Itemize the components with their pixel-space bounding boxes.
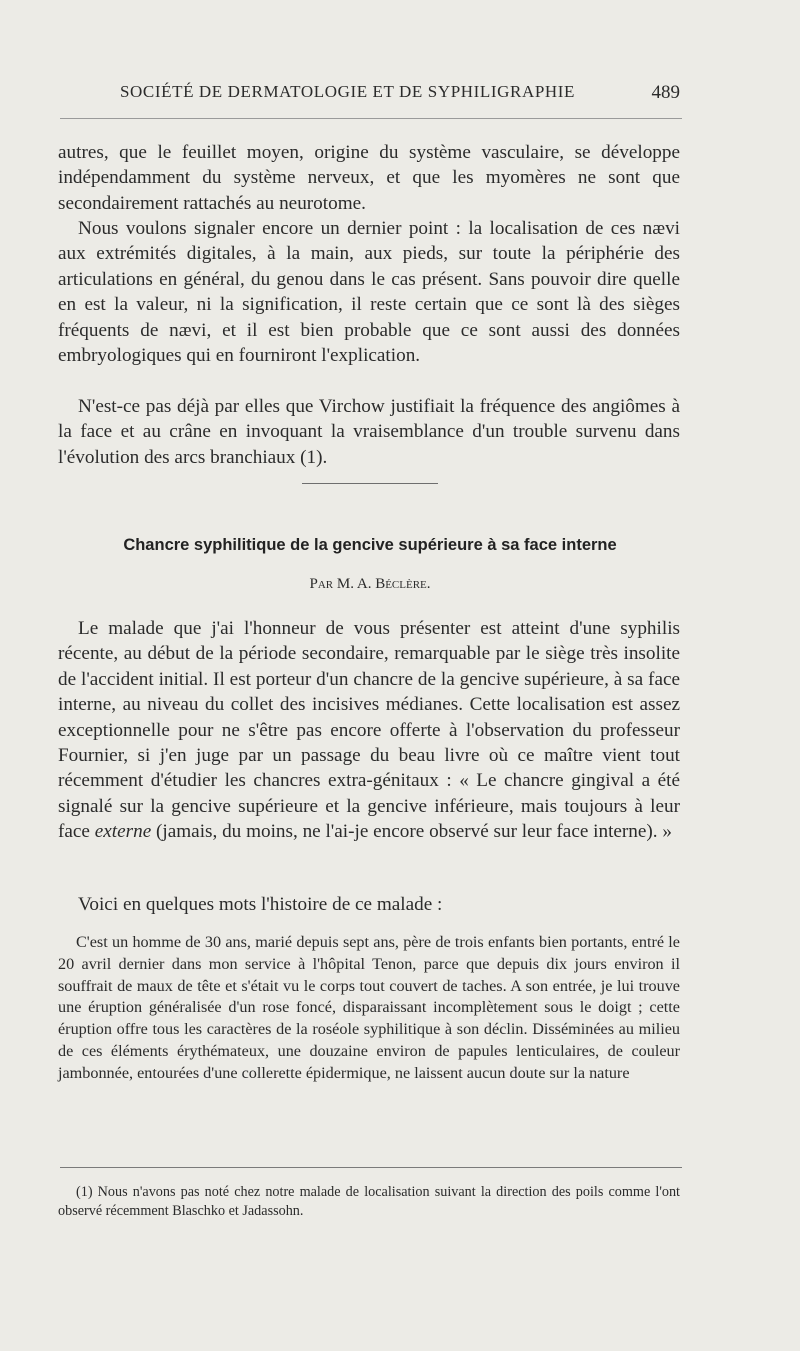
running-header <box>60 82 680 108</box>
running-title: SOCIÉTÉ DE DERMATOLOGIE ET DE SYPHILIGRAPHIE <box>120 82 576 101</box>
footnote-rule <box>60 1167 682 1168</box>
presentation-text-end: (jamais, du moins, ne l'ai-je encore observé sur leur face interne). » <box>151 821 672 843</box>
page-number: 489 <box>651 82 680 103</box>
paragraph-virchow: N'est-ce pas déjà par elles que Virchow justifiait la fréquence des angiômes à la face et au crâne en invoquant la vraisemblance d'un trouble survenu dans l'évolution des arcs branchiaux (1). <box>58 396 680 468</box>
presentation-text: Le malade que j'ai l'honneur de vous présenter est atteint d'une syphilis récente, au début de la période secondaire, remarquable par le siège très insolite de l'accident initial. Il est porteur d'un chancre de la gencive supérieure, à sa face interne, au niveau du collet des incisives médianes. Cette localisation est assez exceptionnelle pour ne s'être pas encore offerte à l'observation du professeur Fournier, si j'en juge par un passage du beau livre où ce maître vient tout récemment d'étudier les chancres extra-génitaux : « Le chancre gingival a été signalé sur la gencive supérieure et la gencive inférieure, mais toujours à leur face <box>58 618 680 843</box>
header-rule <box>60 118 682 119</box>
section-title: Chancre syphilitique de la gencive supérieure à sa face interne <box>123 536 617 554</box>
paragraph-case-history: C'est un homme de 30 ans, marié depuis sept ans, père de trois enfants bien portants, entré le 20 avril dernier dans mon service à l'hôpital Tenon, parce que depuis dix jours environ il souffrait de maux de tête et s'était vu le corps tout couvert de taches. A son entrée, je lui trouve une éruption généralisée d'un rose foncé, disparaissant incomplètement sous le doigt ; cette éruption offre tous les caractères de la roséole syphilitique à son déclin. Disséminées au milieu de ces éléments érythémateux, une douzaine environ de papules lenticulaires, de couleur jambonnée, entourées d'une collerette épidermique, ne laissent aucun doute sur la nature <box>58 933 680 1082</box>
section-byline: Par M. A. Béclère. <box>309 576 431 592</box>
paragraph-intro: Voici en quelques mots l'histoire de ce malade : <box>78 894 443 915</box>
footnote: (1) Nous n'avons pas noté chez notre malade de localisation suivant la direction des poils comme l'ont observé récemment Blaschko et Jadassohn. <box>58 1184 680 1219</box>
paragraph-continuation: autres, que le feuillet moyen, origine du système vasculaire, se développe indépendamment du système nerveux, et que les myomères ne sont que secondairement rattachés au neurotome. <box>58 142 680 214</box>
paragraph-localisation: Nous voulons signaler encore un dernier point : la localisation de ces nævi aux extrémités digitales, à la main, aux pieds, sur toute la périphérie des articulations en général, du genou dans le cas présent. Sans pouvoir dire quelle en est la valeur, ni la signification, il reste certain que ce sont là des sièges fréquents de nævi, et il est bien probable que ce sont aussi des données embryologiques qui en fourniront l'explication. <box>58 218 680 367</box>
section-separator <box>302 483 438 484</box>
emphasis-externe: externe <box>94 821 152 843</box>
paragraph-presentation <box>58 616 680 845</box>
